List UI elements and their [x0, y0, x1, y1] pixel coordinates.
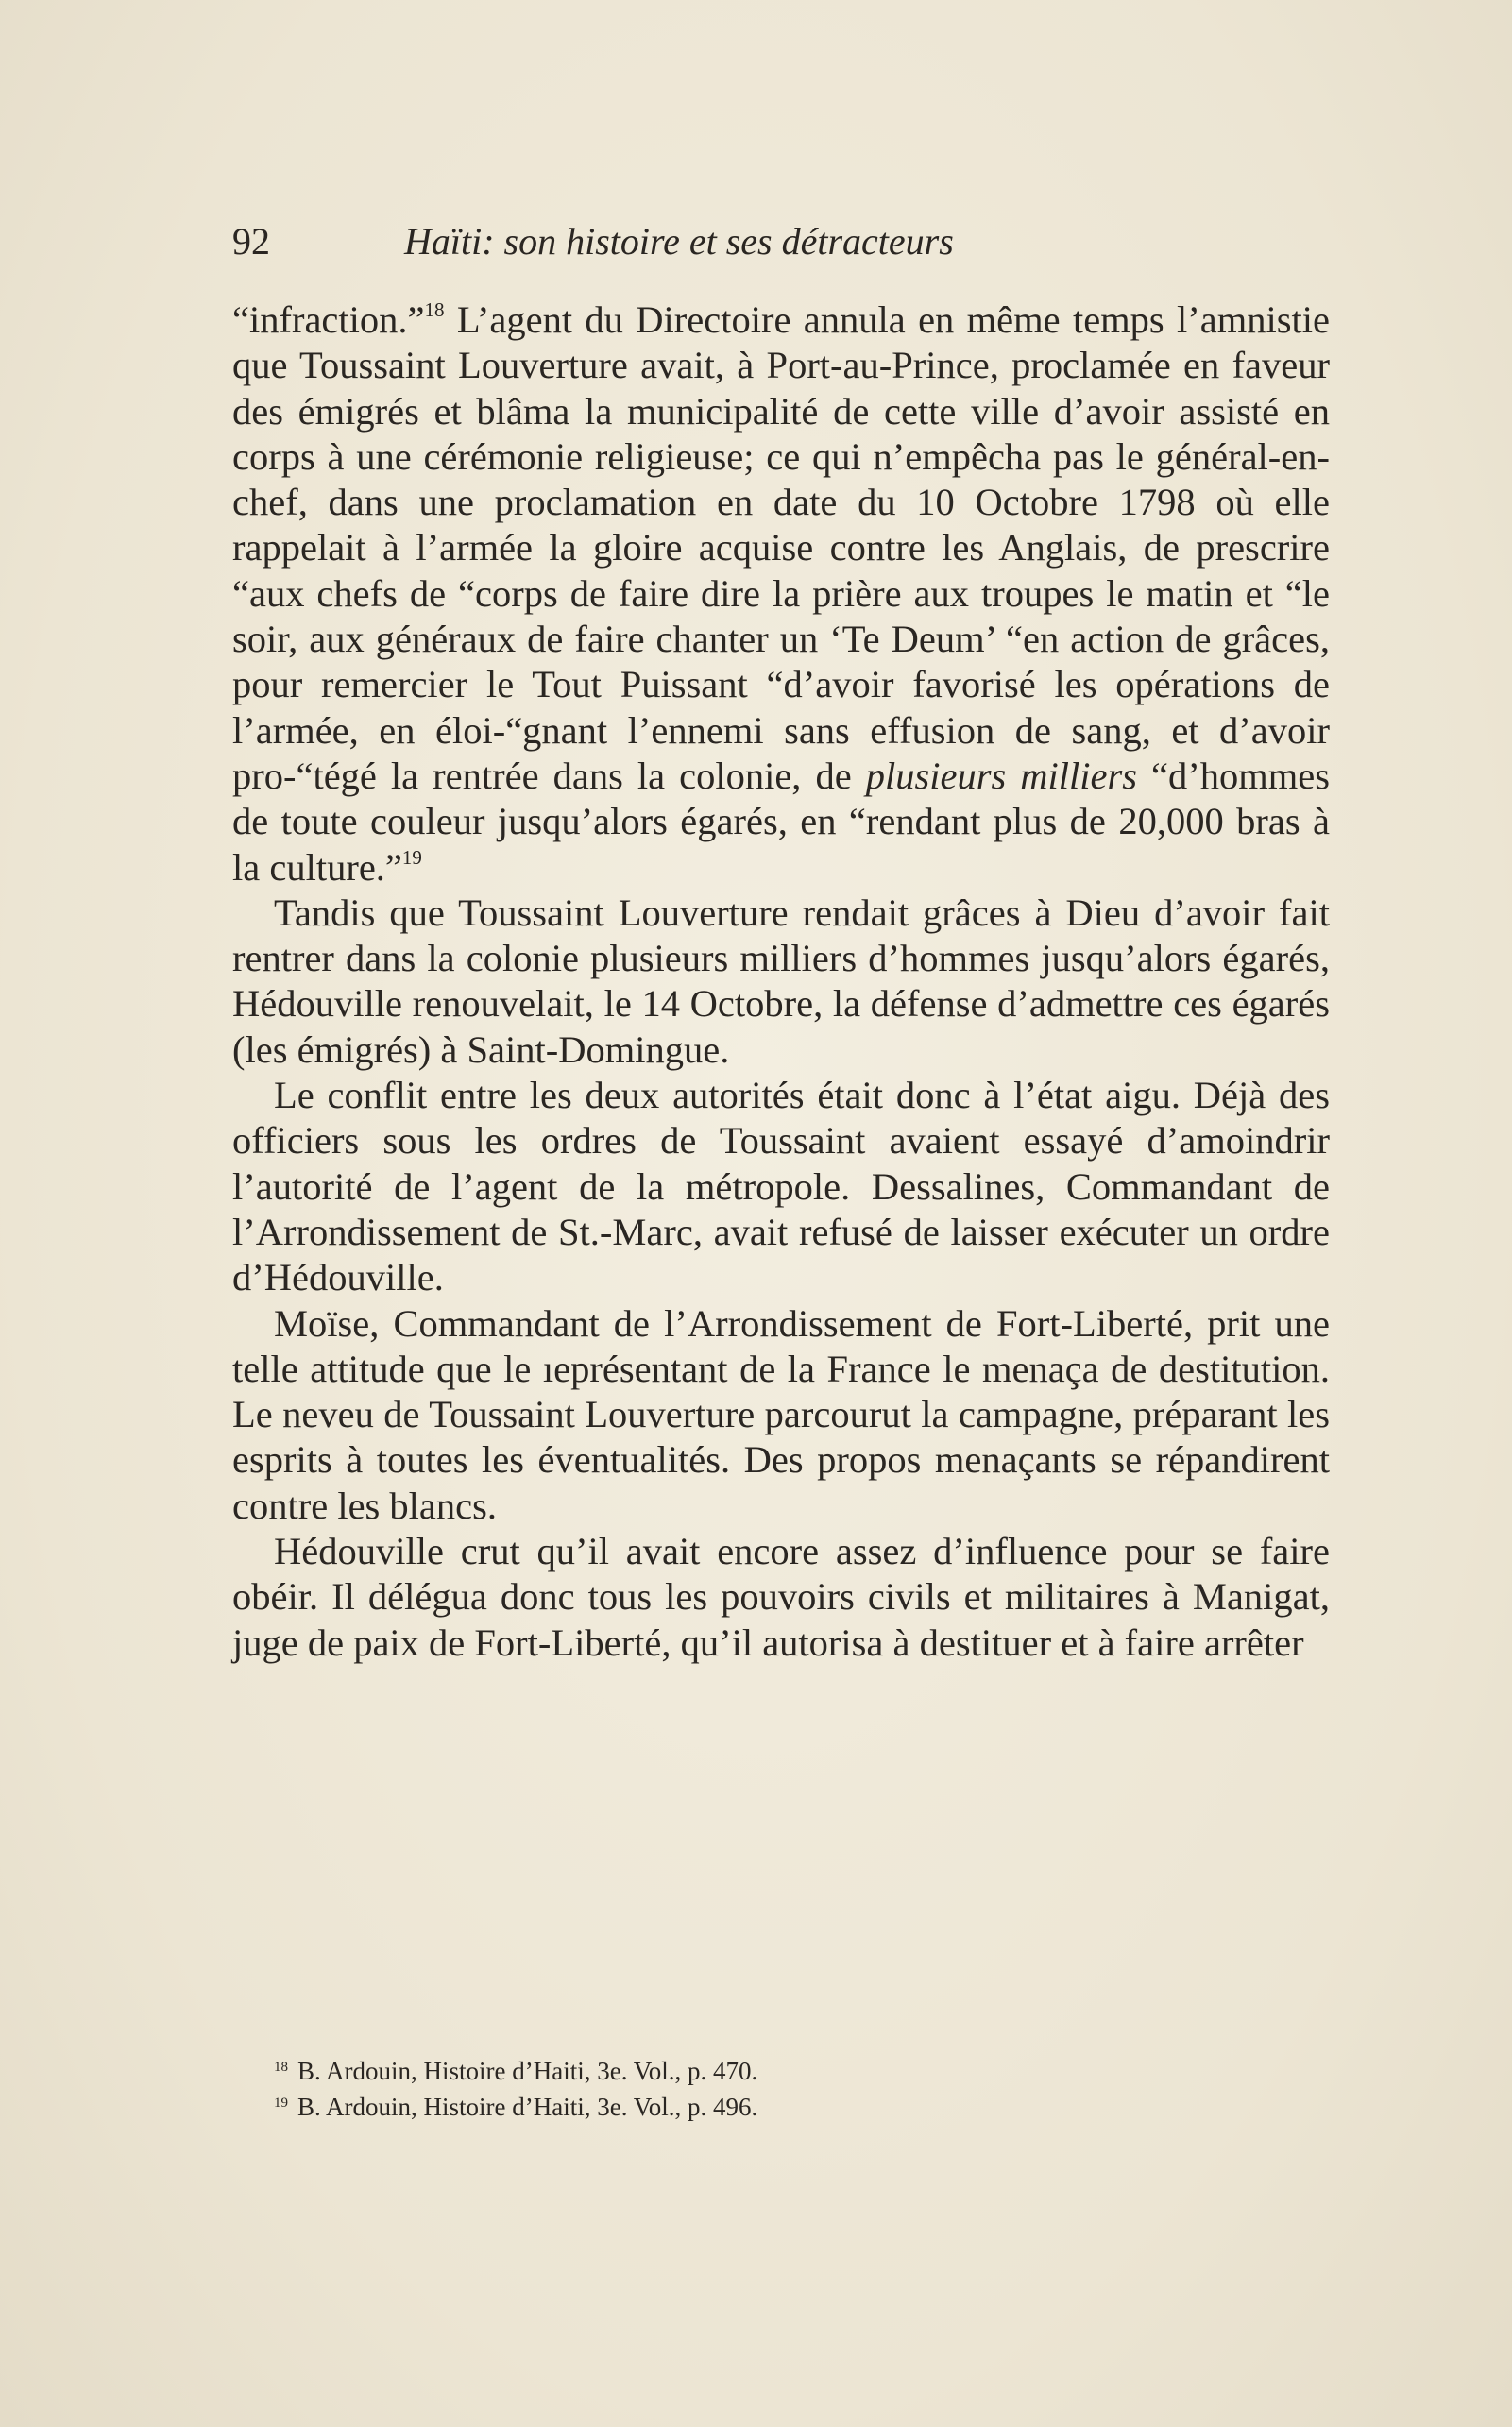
footnote-text: B. Ardouin, Histoire d’Haiti, 3e. Vol., p. 496.	[297, 2093, 758, 2121]
paragraph-text: L’agent du Directoire annula en même temps l’amnistie que Toussaint Louverture avait, à Port-au-Prince, proclamée en faveur des émigrés et blâma la municipalité de cette ville d’avoir assisté en corps à une cérémonie religieuse; ce qui n’empêcha pas le général-en-chef, dans une proclamation en date du 10 Octobre 1798 où elle rappelait à l’armée la gloire acquise contre les Anglais, de prescrire “aux chefs de “corps de faire dire la prière aux troupes le matin et “le soir, aux généraux de faire chanter un ‘Te Deum’ “en action de grâces, pour remercier le Tout Puissant “d’avoir favorisé les opérations de l’armée, en éloi-“gnant l’ennemi sans effusion de sang, et d’avoir pro-“tégé la rentrée dans la colonie, de	[232, 298, 1330, 797]
paragraph-1	[232, 297, 1330, 891]
running-title: Haïti: son histoire et ses détracteurs	[404, 220, 954, 263]
paragraph-lead: “infraction.”	[232, 298, 425, 341]
italic-phrase: plusieurs milliers	[865, 754, 1137, 797]
footnote-18	[274, 2053, 1218, 2089]
page-header	[232, 217, 1300, 274]
paragraph-tail: “d’hommes de toute couleur jusqu’alors égarés, en “rendant plus de 20,000 bras à la culture.”	[232, 754, 1330, 889]
footnote-text: B. Ardouin, Histoire d’Haiti, 3e. Vol., p. 470.	[297, 2057, 758, 2085]
paragraph-3: Le conflit entre les deux autorités était donc à l’état aigu. Déjà des officiers sous les ordres de Toussaint avaient essayé d’amoindrir l’autorité de l’agent de la métropole. Dessalines, Commandant de l’Arrondissement de St.-Marc, avait refusé de laisser exécuter un ordre d’Hédouville.	[232, 1074, 1330, 1299]
page-number: 92	[232, 220, 270, 263]
footnotes	[274, 2053, 1218, 2125]
footnote-ref-19: 19	[401, 845, 422, 869]
paragraph-4: Moïse, Commandant de l’Arrondissement de Fort-Liberté, prit une telle attitude que le ıeprésentant de la France le menaça de destitution. Le neveu de Toussaint Louverture parcourut la campagne, préparant les esprits à toutes les éventualités. Des propos menaçants se répandirent contre les blancs.	[232, 1301, 1330, 1527]
footnote-ref-18: 18	[424, 298, 445, 321]
paragraph-2: Tandis que Toussaint Louverture rendait grâces à Dieu d’avoir fait rentrer dans la colonie plusieurs milliers d’hommes jusqu’alors égarés, Hédouville renouvelait, le 14 Octobre, la défense d’admettre ces égarés (les émigrés) à Saint-Domingue.	[232, 891, 1330, 1071]
footnote-marker: 18	[274, 2060, 288, 2075]
paragraph-5: Hédouville crut qu’il avait encore assez d’influence pour se faire obéir. Il délégua donc tous les pouvoirs civils et militaires à Manigat, juge de paix de Fort-Liberté, qu’il autorisa à destituer et à faire arrêter	[232, 1530, 1330, 1664]
footnote-19	[274, 2089, 1218, 2125]
footnote-marker: 19	[274, 2096, 288, 2111]
body-text	[232, 297, 1330, 1666]
